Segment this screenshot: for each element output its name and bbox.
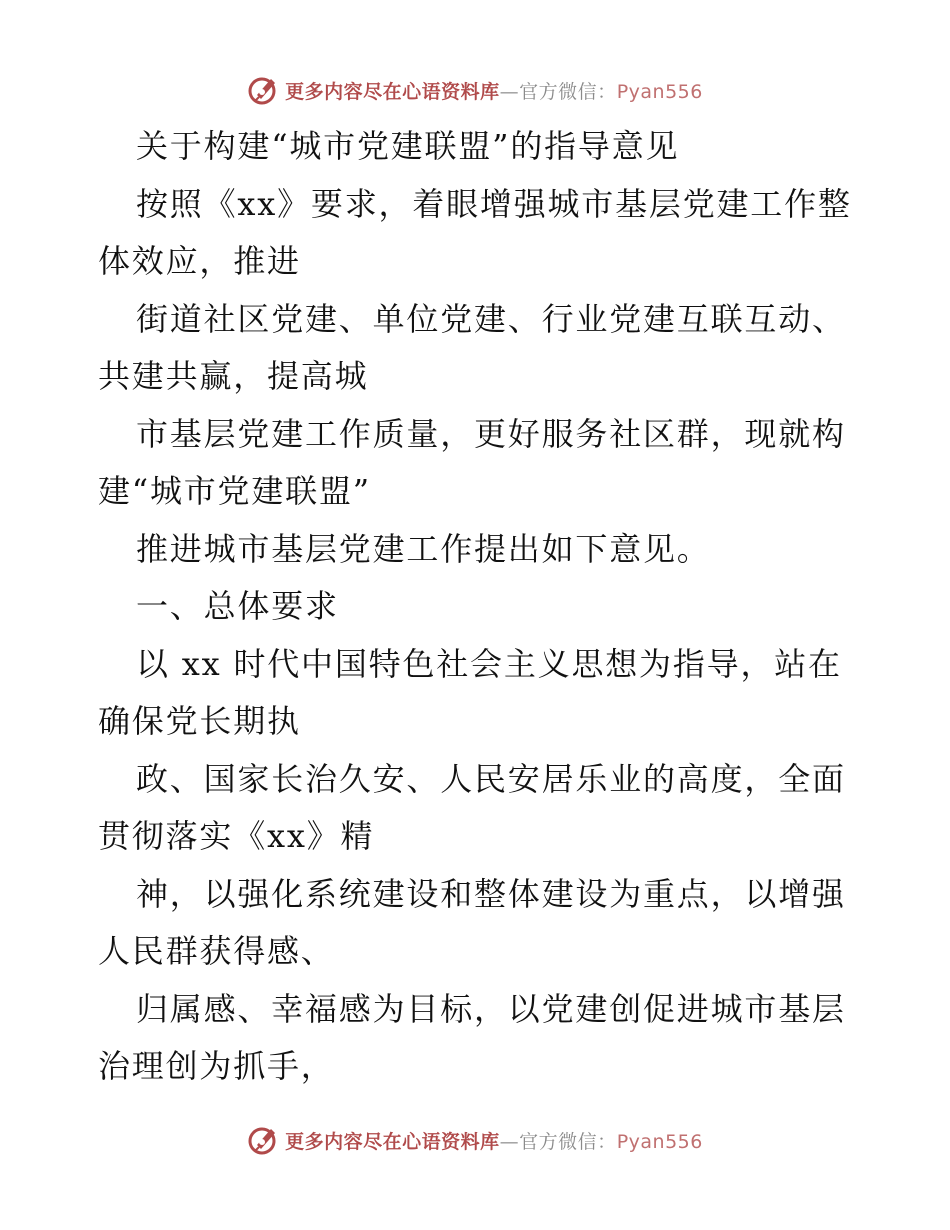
paragraph: 按照《xx》要求，着眼增强城市基层党建工作整体效应，推进 xyxy=(98,184,852,280)
watermark-dash: — xyxy=(499,80,520,103)
paragraph: 以 xx 时代中国特色社会主义思想为指导，站在确保党长期执 xyxy=(98,644,842,740)
paragraph: 归属感、幸福感为目标，以党建创促进城市基层治理创为抓手， xyxy=(98,989,846,1085)
header-watermark xyxy=(0,70,950,110)
watermark-id-text: Pyan556 xyxy=(616,80,703,103)
watermark-id-text: Pyan556 xyxy=(616,1130,703,1153)
watermark-dash: — xyxy=(499,1130,520,1153)
watermark-side-text: 官方微信： xyxy=(519,1130,617,1153)
watermark-main-text: 更多内容尽在心语资料库 xyxy=(285,80,500,103)
document-body xyxy=(98,118,858,1096)
watermark-text xyxy=(285,1127,703,1154)
pen-nib-seal-icon xyxy=(247,73,281,107)
pen-nib-seal-icon xyxy=(247,1123,281,1157)
paragraph: 街道社区党建、单位党建、行业党建互联互动、共建共赢，提高城 xyxy=(98,299,846,395)
section-heading: 一、总体要求 xyxy=(136,587,339,625)
paragraph: 推进城市基层党建工作提出如下意见。 xyxy=(136,529,711,568)
paragraph: 神，以强化系统建设和整体建设为重点，以增强人民群获得感、 xyxy=(98,874,846,970)
footer-watermark xyxy=(0,1120,950,1160)
paragraph: 市基层党建工作质量，更好服务社区群，现就构建“城市党建联盟” xyxy=(98,414,846,510)
watermark-main-text: 更多内容尽在心语资料库 xyxy=(285,1130,500,1153)
watermark-text xyxy=(285,77,703,104)
paragraph: 政、国家长治久安、人民安居乐业的高度，全面贯彻落实《xx》精 xyxy=(98,759,846,855)
document-title: 关于构建“城市党建联盟”的指导意见 xyxy=(136,127,680,165)
watermark-side-text: 官方微信： xyxy=(519,80,617,103)
